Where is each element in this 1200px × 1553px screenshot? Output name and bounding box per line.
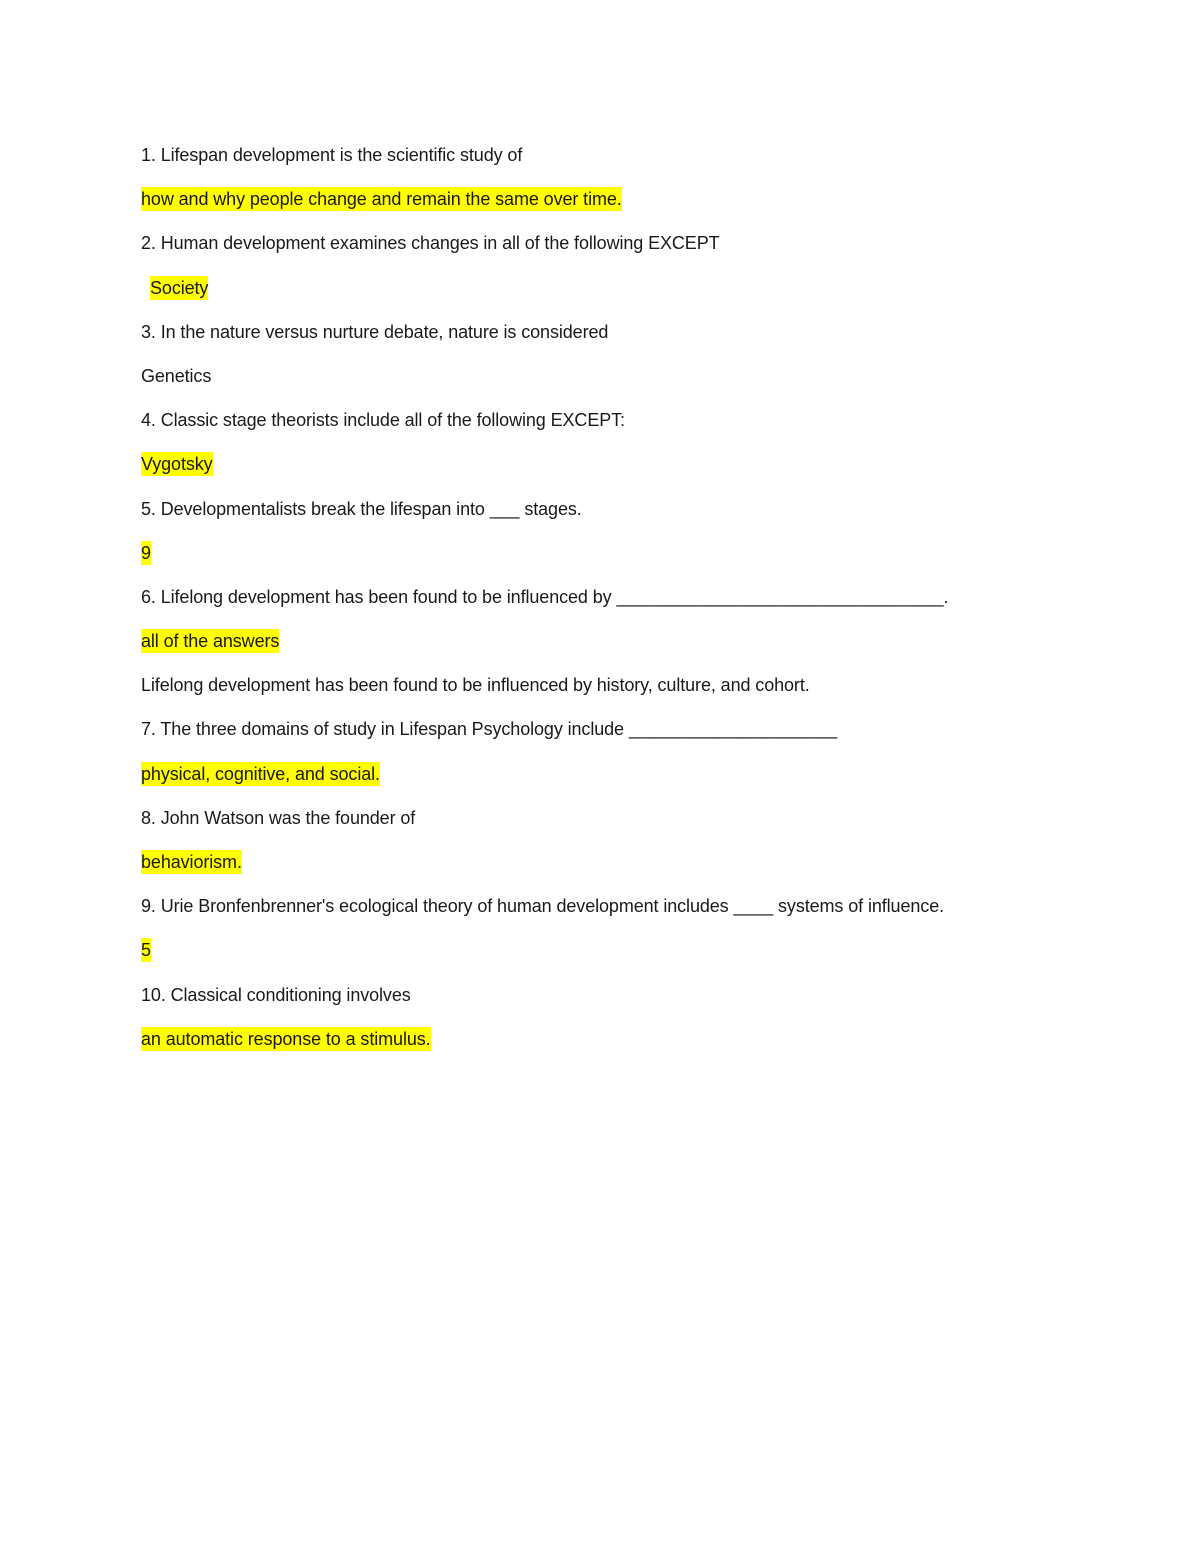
question-8: 8. John Watson was the founder of: [141, 807, 416, 828]
question-9: 9. Urie Bronfenbrenner's ecological theory of human development includes ____ systems of influence.: [141, 896, 945, 917]
answer-4-line: [141, 449, 1101, 493]
answer-6-note: Lifelong development has been found to be influenced by history, culture, and cohort.: [141, 675, 810, 696]
answer-1: how and why people change and remain the same over time.: [141, 189, 622, 210]
answer-6-line: [141, 626, 1101, 670]
question-6: 6. Lifelong development has been found to be influenced by _________________________________.: [141, 586, 949, 607]
answer-10-line: [141, 1024, 1101, 1068]
document-body: [141, 140, 1101, 1068]
answer-2-line: [141, 273, 1101, 317]
answer-8-line: [141, 847, 1101, 891]
answer-3: Genetics: [141, 365, 212, 386]
question-7: 7. The three domains of study in Lifespan Psychology include _____________________: [141, 719, 837, 740]
question-10: 10. Classical conditioning involves: [141, 984, 411, 1005]
question-5: 5. Developmentalists break the lifespan into ___ stages.: [141, 498, 582, 519]
answer-1-line: [141, 184, 1101, 228]
answer-2: Society: [150, 277, 209, 298]
answer-5: 9: [141, 542, 151, 563]
answer-7-line: [141, 759, 1101, 803]
answer-5-line: [141, 538, 1101, 582]
answer-6: all of the answers: [141, 631, 280, 652]
question-2: 2. Human development examines changes in all of the following EXCEPT: [141, 233, 720, 254]
answer-8: behaviorism.: [141, 852, 242, 872]
answer-7: physical, cognitive, and social.: [141, 763, 380, 784]
answer-9: 5: [141, 940, 151, 961]
question-3: 3. In the nature versus nurture debate, nature is considered: [141, 321, 609, 342]
answer-10: an automatic response to a stimulus.: [141, 1028, 431, 1049]
question-4: 4. Classic stage theorists include all of the following EXCEPT:: [141, 410, 625, 431]
answer-9-line: [141, 935, 1101, 979]
answer-4: Vygotsky: [141, 454, 213, 475]
question-1: 1. Lifespan development is the scientific study of: [141, 145, 523, 165]
